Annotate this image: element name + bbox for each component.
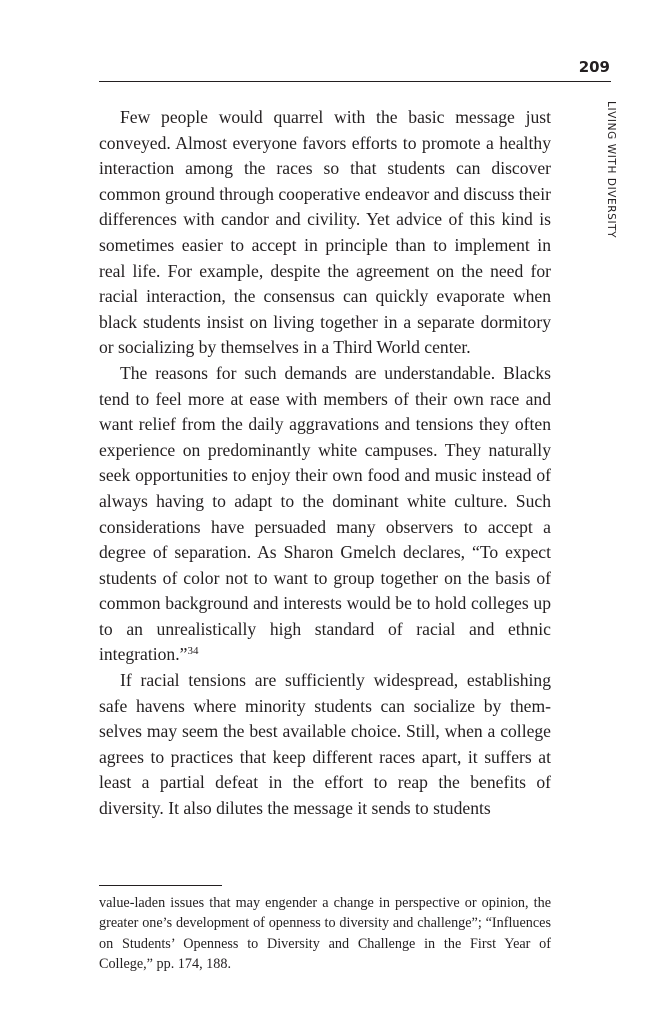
page-number: 209 (578, 58, 610, 76)
footnote-rule (99, 885, 222, 886)
header-rule (99, 81, 611, 82)
paragraph-3: If racial tensions are sufficiently widespread, establishing safe havens where minority students can socialize by themselves may seem the best available choice. Still, when a college agrees to practices that keep different races apart, it suffers at least a partial defeat in the effort to reap the benefits of diversity. It also dilutes the message it sends to students (99, 670, 551, 819)
footnote-text: value-laden issues that may engender a change in perspective or opinion, the greater one’s development of openness to diversity and challenge”; “Influences on Students’ Openness to Diversity and Challenge in the First Year of College,” pp. 174, 188. (99, 895, 551, 973)
paragraph-2-text: The reasons for such demands are understandable. Blacks tend to feel more at ease with members of their own race and want relief from the daily aggravations and tensions they often experience on predominantly white campuses. They naturally seek opportunities to enjoy their own food and music instead of always having to adapt to the dominant white culture. Such considerations have persuaded many observers to accept a degree of separation. As Sharon Gmelch declares, “To expect students of color not to want to group together on the basis of common background and interests would be to hold colleges up to an unrealistically high standard of racial and ethnic integration.” (99, 362, 551, 665)
paragraph-1: Few people would quarrel with the basic message just conveyed. Almost everyone favors efforts to promote a healthy interaction among the races so that students can discover common ground through cooperative endeavor and discuss their differences with candor and civility. Yet advice of this kind is sometimes easier to accept in principle than to implement in real life. For example, despite the agreement on the need for racial interaction, the consensus can quickly evaporate when black students insist on living together in a separate dormitory or socializing by themselves in a Third World center. (99, 107, 551, 358)
footnote-reference: 34 (187, 645, 199, 658)
paragraph-2 (99, 361, 551, 668)
running-head: LIVING WITH DIVERSITY (605, 101, 617, 239)
body-text (99, 105, 551, 822)
